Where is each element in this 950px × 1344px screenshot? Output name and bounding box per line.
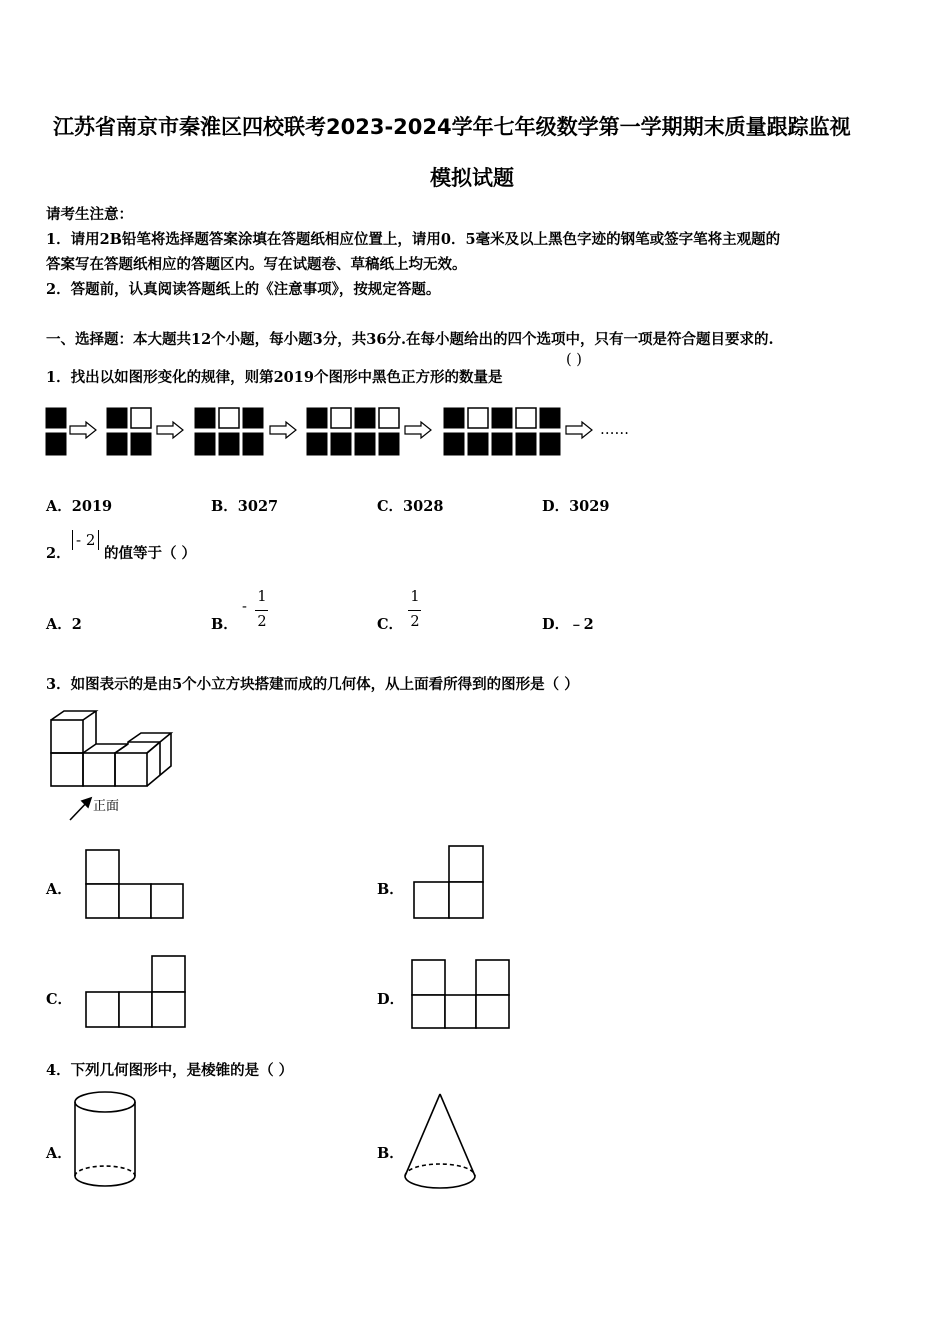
cylinder-icon <box>75 1092 135 1186</box>
q2-num: 2． <box>46 545 71 562</box>
q2-option-b-denominator: 2 <box>257 614 267 630</box>
q1-ellipsis: …… <box>600 422 629 438</box>
q3-stem: 3．如图表示的是由5个小立方块搭建而成的几何体，从上面看所得到的图形是（ ） <box>46 676 579 693</box>
q1-option-a: A．2019 <box>46 498 113 515</box>
q4-option-b-label: B． <box>377 1145 404 1162</box>
notice-item-1b: 答案写在答题纸相应的答题区内。写在试题卷、草稿纸上均无效。 <box>46 256 467 273</box>
notice-item-2: 2．答题前，认真阅读答题纸上的《注意事项》，按规定答题。 <box>46 281 441 298</box>
q4-stem: 4．下列几何图形中，是棱锥的是（ ） <box>46 1062 294 1079</box>
q2-abs-expression: - 2 <box>72 530 99 550</box>
q2-option-b-sign: - <box>242 599 247 615</box>
q3-option-a-label: A． <box>46 881 72 898</box>
q3-option-d-label: D． <box>377 991 405 1008</box>
page-title-line2: 模拟试题 <box>430 166 514 190</box>
q4-option-a-label: A． <box>46 1145 72 1162</box>
q3-option-c-label: C． <box>46 991 73 1008</box>
cone-icon <box>405 1094 475 1188</box>
q2-option-a: A．2 <box>46 616 82 633</box>
q1-stem: 1．找出以如图形变化的规律，则第2019个图形中黑色正方形的数量是 <box>46 369 503 386</box>
page-title-line1: 江苏省南京市秦淮区四校联考2023-2024学年七年级数学第一学期期末质量跟踪监视 <box>53 115 851 139</box>
notice-item-1a: 1．请用2B铅笔将选择题答案涂填在答题纸相应位置上，请用0．5毫米及以上黑色字迹的钢笔或签字笔将主观题的 <box>46 231 781 248</box>
q1-option-d: D．3029 <box>542 498 610 515</box>
q1-paren: ( ) <box>566 352 582 368</box>
q1-option-c: C．3028 <box>377 498 444 515</box>
notice-heading: 请考生注意： <box>46 206 133 223</box>
q2-stem: 的值等于（ ） <box>104 545 197 562</box>
q3-option-b-label: B． <box>377 881 404 898</box>
q2-option-b-label: B． <box>211 616 238 633</box>
q2-option-b-numerator: 1 <box>257 589 267 605</box>
q2-option-d: D．﹣2 <box>542 616 594 633</box>
q2-option-c-numerator: 1 <box>410 589 420 605</box>
q2-option-c-denominator: 2 <box>410 614 420 630</box>
q3-front-label: 正面 <box>93 799 120 814</box>
section-heading: 一、选择题：本大题共12个小题，每小题3分，共36分.在每小题给出的四个选项中，只有一项是符合题目要求的. <box>46 331 774 348</box>
q1-option-b: B．3027 <box>211 498 279 515</box>
q2-option-c-label: C． <box>377 616 404 633</box>
